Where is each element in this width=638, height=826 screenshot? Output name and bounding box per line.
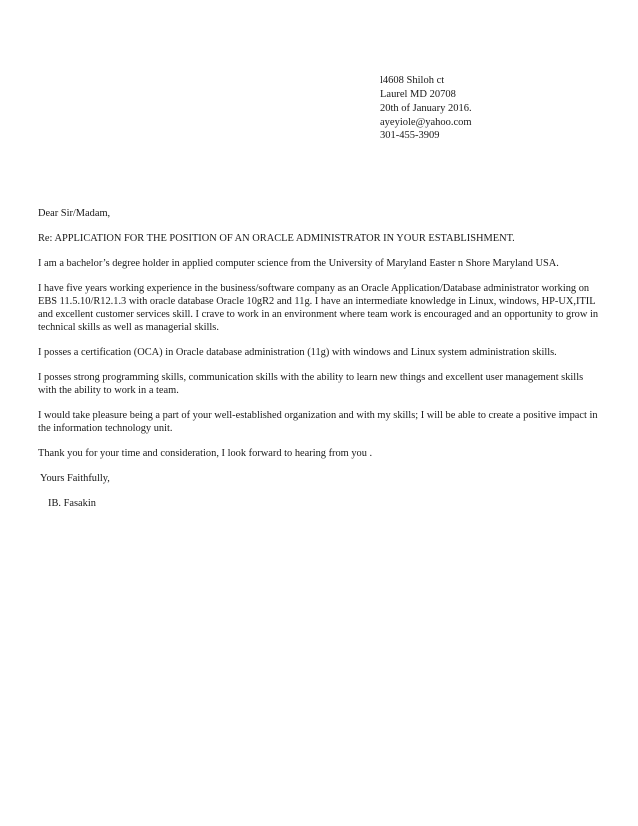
sender-address-block <box>380 74 472 143</box>
sender-email: ayeyiole@yahoo.com <box>380 116 472 128</box>
paragraph-education: I am a bachelor’s degree holder in applied computer science from the University of Maryland Easter n Shore Maryland USA. <box>38 258 559 269</box>
paragraph-experience: I have five years working experience in the business/software company as an Oracle Application/Database administrator working on EBS 11.5.10/R12.1.3 with oracle database Oracle 10gR2 and 11g. I have an intermediate knowledge in Linux, windows, HP-UX,ITIL and excellent customer services skill. I crave to work in an environment where team work is encouraged and an opportunity to grow in technical skills as well as managerial skills. <box>38 283 599 333</box>
paragraph-skills: I posses strong programming skills, communication skills with the ability to learn new things and excellent user management skills with the ability to work in a team. <box>38 372 584 396</box>
closing: Yours Faithfully, <box>40 473 110 484</box>
address-line-2: Laurel MD 20708 <box>380 88 456 100</box>
letter-body <box>38 207 600 522</box>
paragraph-certification: I posses a certification (OCA) in Oracle database administration (11g) with windows and Linux system administration skills. <box>38 347 557 358</box>
address-line-1: l4608 Shiloh ct <box>380 75 445 86</box>
letter-date: 20th of January 2016. <box>380 103 472 114</box>
paragraph-contribution: I would take pleasure being a part of your well-established organization and with my skills; I will be able to create a positive impact in the information technology unit. <box>38 410 598 434</box>
signature-name: IB. Fasakin <box>48 498 96 509</box>
sender-phone: 301-455-3909 <box>380 130 440 141</box>
salutation: Dear Sir/Madam, <box>38 208 111 219</box>
subject-line: Re: APPLICATION FOR THE POSITION OF AN ORACLE ADMINISTRATOR IN YOUR ESTABLISHMENT. <box>38 233 515 244</box>
paragraph-thanks: Thank you for your time and consideration, I look forward to hearing from you . <box>38 448 373 459</box>
